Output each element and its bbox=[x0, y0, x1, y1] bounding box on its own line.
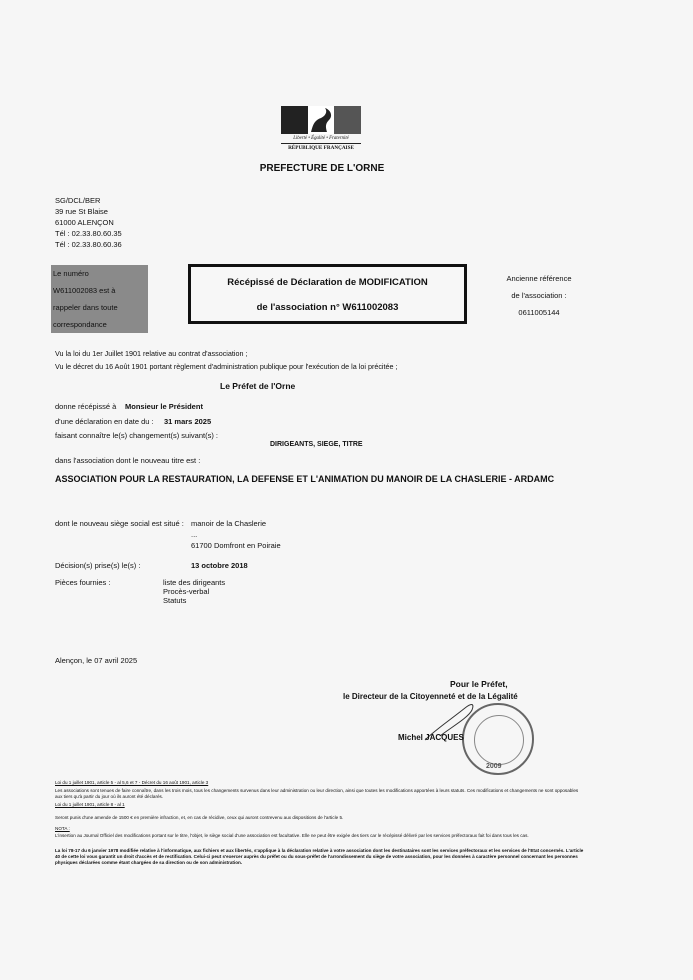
address-line: 61000 ALENÇON bbox=[55, 218, 114, 227]
footer-text: La loi 78-17 du 6 janvier 1978 modifiée relative à l'informatique, aux fichiers et aux libertés, s'applique à la déclaration relative à votre association dont les destinataires sont les services préfectoraux et les services de l'Etat concernés. L'article 40 de cette loi vous garantit un droit d'accès et de rectification. Celui-ci peut s'exercer auprès du préfet ou du sous-préfet de l'arrondissement du siège de votre association, pour les données à caractère personnel concernant les personnes physiques déclarées comme étant chargées de sa direction ou de son administration. bbox=[55, 848, 584, 865]
receipt-recipient: Monsieur le Président bbox=[125, 402, 203, 411]
address-line: 39 rue St Blaise bbox=[55, 207, 108, 216]
association-number: de l'association n° W611002083 bbox=[256, 302, 399, 313]
old-reference-label: de l'association : bbox=[511, 291, 567, 300]
phone-line: Tél : 02.33.80.60.36 bbox=[55, 240, 122, 249]
declaration-date: 31 mars 2025 bbox=[164, 417, 212, 426]
legal-line: Vu le décret du 16 Août 1901 portant règlement d'administration publique pour l'exécution de la loi précitée ; bbox=[55, 362, 398, 371]
seat-line: ... bbox=[191, 530, 198, 539]
receipt-title: Récépissé de Déclaration de MODIFICATION bbox=[227, 277, 428, 288]
association-name: ASSOCIATION POUR LA RESTAURATION, LA DEFENSE ET L'ANIMATION DU MANOIR DE LA CHASLERIE - ARDAMC bbox=[55, 474, 555, 484]
sender-address bbox=[55, 195, 122, 250]
legal-basis bbox=[55, 347, 398, 373]
decision-date: 13 octobre 2018 bbox=[191, 561, 248, 570]
piece-item: Statuts bbox=[163, 596, 187, 605]
logo-motto: Liberté • Égalité • Fraternité bbox=[293, 136, 349, 141]
footer-ref: Loi du 1 juillet 1901, article 8 - al 1 bbox=[55, 802, 125, 807]
seat-line: 61700 Domfront en Poiraie bbox=[191, 541, 281, 550]
place-date: Alençon, le 07 avril 2025 bbox=[55, 656, 138, 665]
notice-line: Le numéro bbox=[53, 269, 89, 278]
changes-label: faisant connaître le(s) changement(s) suivant(s) : bbox=[55, 431, 218, 440]
piece-item: liste des dirigeants bbox=[163, 578, 226, 587]
address-line: SG/DCL/BER bbox=[55, 196, 101, 205]
receipt-label: donne récépissé à bbox=[55, 402, 117, 411]
stamp-year: 2009 bbox=[486, 763, 502, 770]
footer-text: L'insertion au Journal Officiel des modifications portant sur le titre, l'objet, le siège social d'une association est facultative. Elle ne peut être exigée des tiers car le récépissé délivré par les services préfectoraux fait foi dans tous les cas. bbox=[55, 833, 529, 838]
notice-line: W611002083 est à bbox=[53, 286, 116, 295]
official-stamp bbox=[462, 703, 534, 775]
notice-line: rappeler dans toute bbox=[53, 303, 118, 312]
footer-text: Seront punis d'une amende de 1500 € en première infraction, et, en cas de récidive, ceux qui auront contrevenu aux dispositions de l'article 5. bbox=[55, 815, 344, 820]
changes-list: DIRIGEANTS, SIEGE, TITRE bbox=[270, 441, 363, 448]
declaration-date-label: d'une déclaration en date du : bbox=[55, 417, 154, 426]
prefecture-title: PREFECTURE DE L'ORNE bbox=[259, 163, 385, 174]
signature-for: Pour le Préfet, bbox=[450, 679, 508, 689]
pieces-list bbox=[163, 578, 225, 605]
receipt-title-box bbox=[188, 264, 467, 324]
logo-republic: RÉPUBLIQUE FRANÇAISE bbox=[281, 143, 361, 151]
old-reference-label: Ancienne référence bbox=[506, 274, 572, 283]
new-title-label: dans l'association dont le nouveau titre est : bbox=[55, 456, 201, 465]
reference-notice bbox=[51, 265, 148, 333]
legal-line: Vu la loi du 1er Juillet 1901 relative au contrat d'association ; bbox=[55, 349, 248, 358]
old-reference bbox=[484, 270, 594, 321]
republique-logo bbox=[281, 106, 361, 158]
decision-label: Décision(s) prise(s) le(s) : bbox=[55, 561, 141, 570]
footer-text: Les associations sont tenues de faire connaître, dans les trois mois, tous les changements survenus dans leur administration ou leur direction, ainsi que toutes les modifications apportées à leurs statuts. Ces modifications et changements ne sont opposables aux tiers qu'à partir du jour où ils auront été déclarés. bbox=[55, 788, 579, 799]
phone-line: Tél : 02.33.80.60.35 bbox=[55, 229, 122, 238]
notice-line: correspondance bbox=[53, 320, 107, 329]
old-reference-value: 0611005144 bbox=[518, 308, 560, 317]
signer-name: Michel JACQUES bbox=[398, 733, 464, 742]
footer-nota: NOTA : bbox=[55, 826, 70, 831]
seat-line: manoir de la Chaslerie bbox=[191, 519, 267, 528]
marianne-flag-icon bbox=[281, 106, 361, 134]
seat-label: dont le nouveau siège social est situé : bbox=[55, 519, 184, 528]
pieces-label: Pièces fournies : bbox=[55, 578, 111, 587]
signature-role: le Directeur de la Citoyenneté et de la Légalité bbox=[343, 692, 518, 701]
footer-ref: Loi du 1 juillet 1901, article 5 - al 5,6 et 7 - Décret du 16 août 1901, article 3 bbox=[55, 780, 209, 785]
prefet-heading: Le Préfet de l'Orne bbox=[220, 381, 296, 391]
piece-item: Procès-verbal bbox=[163, 587, 210, 596]
